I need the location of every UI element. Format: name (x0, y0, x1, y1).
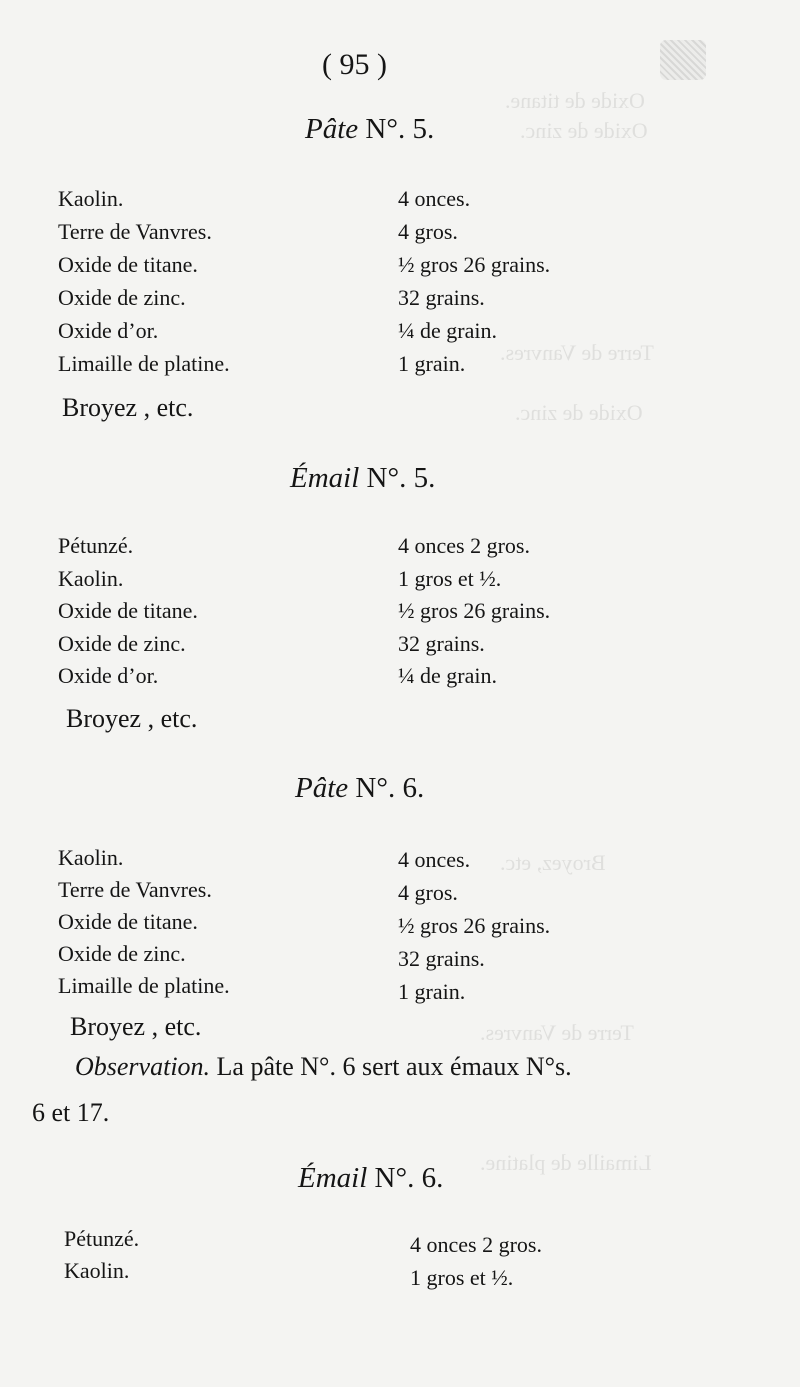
quantity: 32 grains. (398, 946, 485, 971)
section-number: N°. 5. (366, 462, 436, 494)
section-number: N°. 6. (374, 1162, 444, 1194)
quantity: 4 onces. (398, 186, 471, 211)
section-heading (305, 113, 434, 146)
quantity: 32 grains. (398, 631, 485, 656)
section-title: Émail (290, 462, 360, 494)
quantity: 1 grain. (398, 979, 466, 1004)
section-heading (298, 1162, 443, 1195)
ingredient: Kaolin. (64, 1258, 130, 1283)
section-title: Pâte (295, 772, 349, 804)
closing-note: Broyez , etc. (62, 393, 194, 422)
section-number: N°. 6. (355, 772, 425, 804)
ingredient: Limaille de platine. (58, 973, 230, 998)
library-stamp (660, 40, 706, 80)
ingredient: Oxide de titane. (58, 252, 198, 277)
ingredient: Oxide de titane. (58, 598, 198, 623)
quantity: 4 onces. (398, 847, 471, 872)
quantity: 1 grain. (398, 351, 466, 376)
observation (75, 1052, 572, 1082)
observation-label: Observation. (75, 1052, 211, 1081)
page-number: ( 95 ) (322, 48, 387, 81)
quantity: 1 gros et ½. (410, 1265, 514, 1290)
ingredient: Oxide de zinc. (58, 941, 186, 966)
section-heading (290, 462, 435, 495)
observation-continuation: 6 et 17. (32, 1098, 110, 1127)
quantity: 4 gros. (398, 219, 458, 244)
quantity: ¼ de grain. (398, 663, 497, 688)
ingredient: Oxide de zinc. (58, 631, 186, 656)
ingredient: Pétunzé. (64, 1226, 140, 1251)
quantity: 32 grains. (398, 285, 485, 310)
section-number: N°. 5. (365, 113, 435, 145)
closing-note: Broyez , etc. (70, 1012, 202, 1041)
ingredient: Limaille de platine. (58, 351, 230, 376)
ingredient: Kaolin. (58, 566, 124, 591)
section-heading (295, 772, 424, 805)
ingredient: Oxide de zinc. (58, 285, 186, 310)
ingredient: Terre de Vanvres. (58, 877, 212, 902)
ingredient: Kaolin. (58, 186, 124, 211)
quantity: 4 gros. (398, 880, 458, 905)
quantity: 4 onces 2 gros. (398, 533, 530, 558)
ingredient: Kaolin. (58, 845, 124, 870)
quantity: 4 onces 2 gros. (410, 1232, 542, 1257)
quantity: ½ gros 26 grains. (398, 252, 551, 277)
quantity: ½ gros 26 grains. (398, 598, 551, 623)
quantity: 1 gros et ½. (398, 566, 502, 591)
ingredient: Pétunzé. (58, 533, 134, 558)
quantity: ½ gros 26 grains. (398, 913, 551, 938)
quantity: ¼ de grain. (398, 318, 497, 343)
section-title: Émail (298, 1162, 368, 1194)
closing-note: Broyez , etc. (66, 704, 198, 733)
ingredient: Oxide d’or. (58, 663, 159, 688)
ingredient: Terre de Vanvres. (58, 219, 212, 244)
ingredient: Oxide de titane. (58, 909, 198, 934)
observation-text: La pâte N°. 6 sert aux émaux N°s. (216, 1052, 572, 1081)
ingredient: Oxide d’or. (58, 318, 159, 343)
book-page: Oxide de titane. Oxide de zinc. Terre de Vanvres. Oxide de zinc. Broyez, etc. Terre de Vanvres. Limaille de platine. ( 95 ) Pâte N°. 5. Kaolin. 4 onces. Terre de Vanvres. 4 gros. Oxide de titane. ½ gros 26 grains. Oxide de zinc. 32 grains. Oxide d’or. ¼ de grain. Limaille de platine. 1 grain. Broyez , etc. Émail N°. 5. Pétunzé. 4 onces 2 gros. Kaolin. 1 gros et ½. Oxide de titane. ½ gros 26 grains. Oxide de zinc. 32 grains. Oxide d’or. ¼ de grain. Broyez , etc. Pâte N°. 6. Kaolin. 4 onces. Terre de Vanvres. 4 gros. Oxide de titane. ½ gros 26 grains. Oxide de zinc. 32 grains. Limaille de platine. 1 grain. Broyez , etc. Observation. La pâte N°. 6 sert aux émaux N°s. 6 et 17. Émail N°. 6. Pétunzé. 4 onces 2 gros. Kaolin. 1 gros et ½. (0, 0, 800, 1387)
section-title: Pâte (305, 113, 359, 145)
